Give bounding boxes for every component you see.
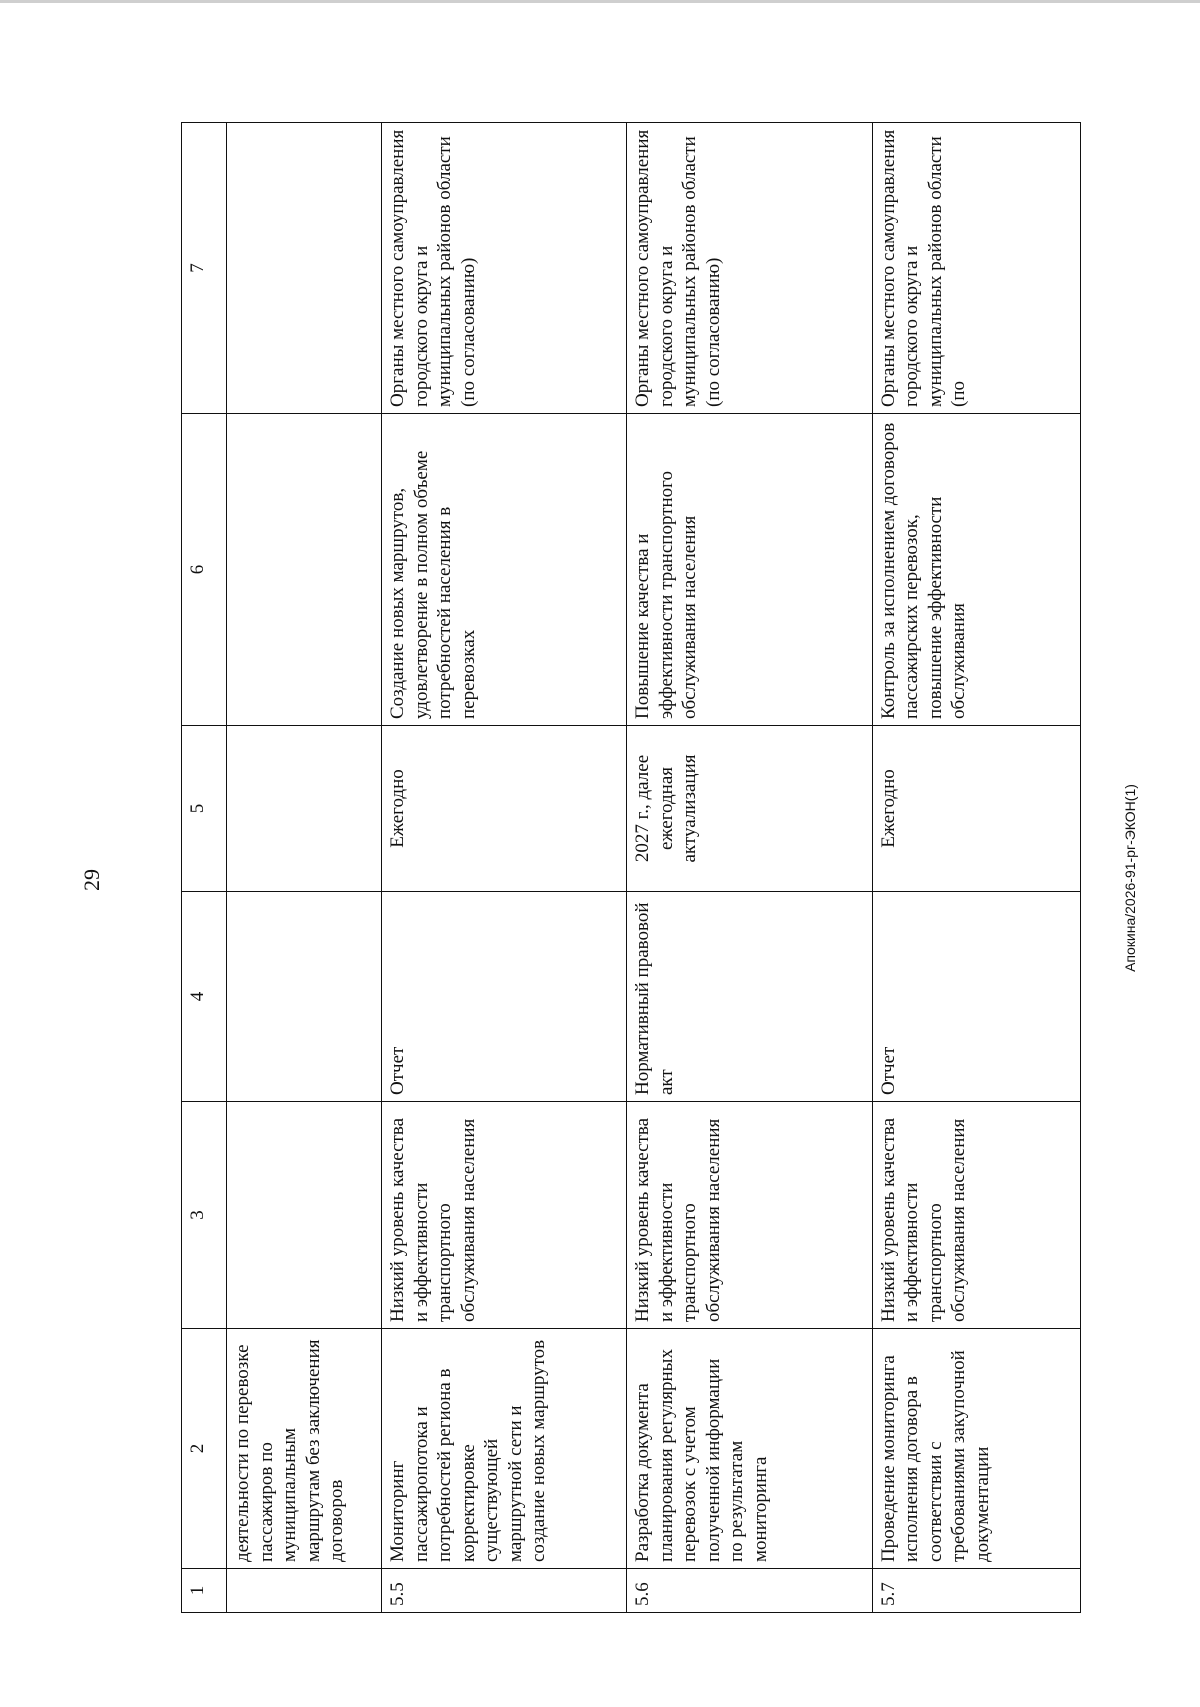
document-id: Апокина/2026-91-рг-ЭКОН(1) <box>1122 784 1138 972</box>
column-number: 2 <box>182 1329 227 1569</box>
measure-cell: Мониторинг пассажиропотока и потребностей региона в корректировке существующей маршрутной сети и создание новых маршрутов <box>382 1329 627 1569</box>
table-row <box>872 123 1080 1613</box>
measure-cell: Разработка документа планирования регулярных перевозок с учетом полученной информации по результатам мониторинга <box>627 1329 872 1569</box>
column-number: 1 <box>182 1569 227 1613</box>
document-cell <box>227 892 382 1102</box>
page-number: 29 <box>79 869 104 891</box>
measure-cell: деятельности по перевозке пассажиров по муниципальным маршрутам без заключения договоров <box>227 1329 382 1569</box>
document-cell: Отчет <box>382 892 627 1102</box>
deadline-cell: Ежегодно <box>382 726 627 892</box>
column-number: 4 <box>182 892 227 1102</box>
result-cell: Контроль за исполнением договоров пассажирских перевозок, повышение эффективности обслуживания <box>872 414 1080 726</box>
measure-cell: Проведение мониторинга исполнения договора в соответствии с требованиями закупочной документации <box>872 1329 1080 1569</box>
problem-cell <box>227 1102 382 1329</box>
column-number: 5 <box>182 726 227 892</box>
column-number-row <box>182 123 227 1613</box>
table-row <box>627 123 872 1613</box>
row-number: 5.5 <box>382 1569 627 1613</box>
result-cell <box>227 414 382 726</box>
responsible-cell: Органы местного самоуправления городского округа и муниципальных районов области (по согласованию) <box>382 123 627 414</box>
column-number: 7 <box>182 123 227 414</box>
problem-cell: Низкий уровень качества и эффективности транспортного обслуживания населения <box>627 1102 872 1329</box>
result-cell: Повышение качества и эффективности транспортного обслуживания населения <box>627 414 872 726</box>
row-number: 5.6 <box>627 1569 872 1613</box>
document-cell: Нормативный правовой акт <box>627 892 872 1102</box>
responsible-cell <box>227 123 382 414</box>
table-row <box>227 123 382 1613</box>
scan-edge <box>0 0 1200 3</box>
row-number <box>227 1569 382 1613</box>
table-row <box>382 123 627 1613</box>
deadline-cell: 2027 г., далее ежегодная актуализация <box>627 726 872 892</box>
deadline-cell <box>227 726 382 892</box>
responsible-cell: Органы местного самоуправления городского округа и муниципальных районов области (по согласованию) <box>627 123 872 414</box>
table-container <box>181 123 1081 1613</box>
document-cell: Отчет <box>872 892 1080 1102</box>
result-cell: Создание новых маршрутов, удовлетворение в полном объеме потребностей населения в перевозках <box>382 414 627 726</box>
problem-cell: Низкий уровень качества и эффективности транспортного обслуживания населения <box>382 1102 627 1329</box>
problem-cell: Низкий уровень качества и эффективности транспортного обслуживания населения <box>872 1102 1080 1329</box>
deadline-cell: Ежегодно <box>872 726 1080 892</box>
responsible-cell: Органы местного самоуправления городского округа и муниципальных районов области (по <box>872 123 1080 414</box>
column-number: 6 <box>182 414 227 726</box>
measures-table <box>181 122 1081 1613</box>
row-number: 5.7 <box>872 1569 1080 1613</box>
column-number: 3 <box>182 1102 227 1329</box>
